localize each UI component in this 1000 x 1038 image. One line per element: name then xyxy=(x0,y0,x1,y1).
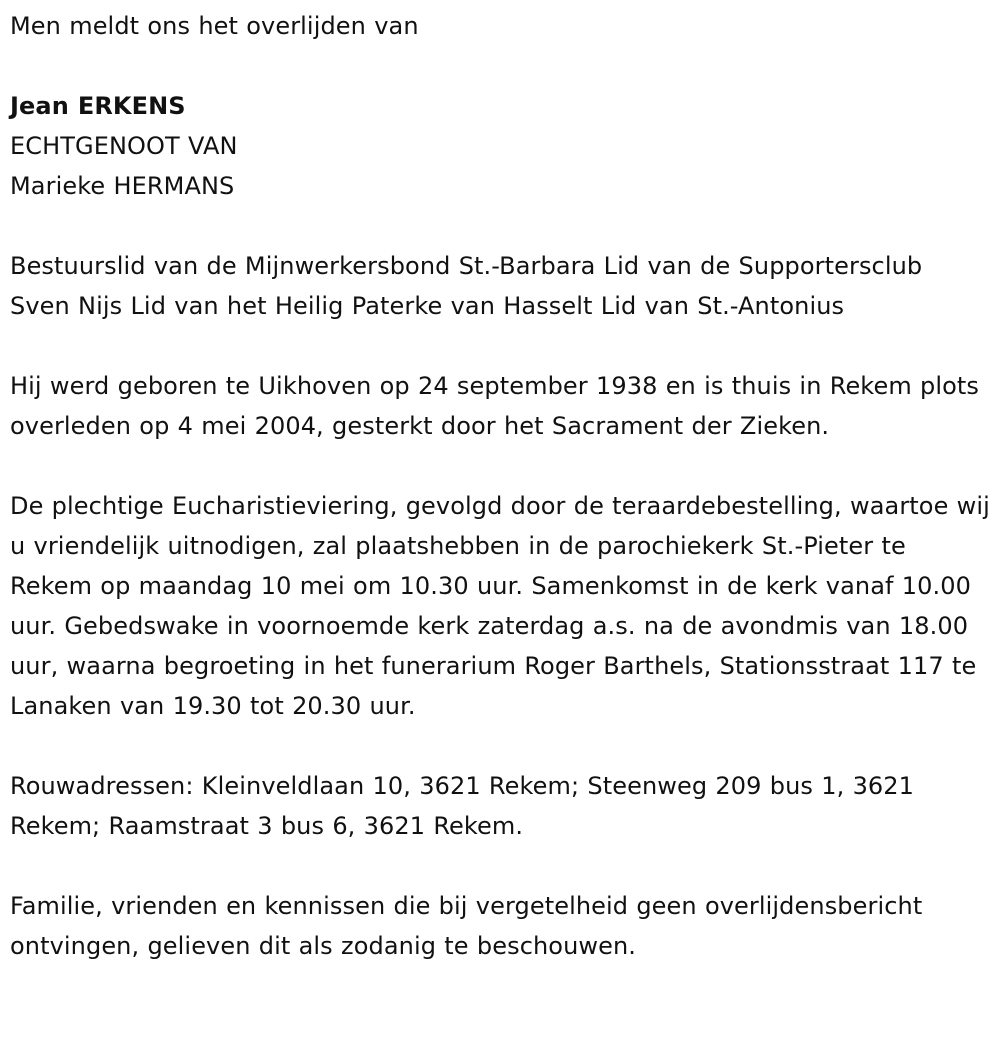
deceased-name: Jean ERKENS xyxy=(10,92,186,120)
birth-death-paragraph: Hij werd geboren te Uikhoven op 24 september 1938 en is thuis in Rekem plots overleden op 4 mei 2004, gesterkt door het Sacrament der Zieken. xyxy=(10,372,980,440)
closing-paragraph: Familie, vrienden en kennissen die bij vergetelheid geen overlijdensbericht ontvingen, gelieven dit als zodanig te beschouwen. xyxy=(10,892,923,960)
memberships-paragraph: Bestuurslid van de Mijnwerkersbond St.-Barbara Lid van de Supportersclub Sven Nijs Lid van het Heilig Paterke van Hasselt Lid van St.-Antonius xyxy=(10,252,923,320)
funeral-paragraph: De plechtige Eucharistieviering, gevolgd door de teraardebestelling, waartoe wij u vriendelijk uitnodigen, zal plaatshebben in de parochiekerk St.-Pieter te Rekem op maandag 10 mei om 10.30 uur. Samenkomst in de kerk vanaf 10.00 uur. Gebedswake in voornoemde kerk zaterdag a.s. na de avondmis van 18.00 uur, waarna begroeting in het funerarium Roger Barthels, Stationsstraat 117 te Lanaken van 19.30 tot 20.30 uur. xyxy=(10,492,990,720)
spacer xyxy=(10,46,990,86)
addresses-paragraph: Rouwadressen: Kleinveldlaan 10, 3621 Rekem; Steenweg 209 bus 1, 3621 Rekem; Raamstraat 3 bus 6, 3621 Rekem. xyxy=(10,772,915,840)
relation-text: ECHTGENOOT VAN xyxy=(10,132,238,160)
intro-text: Men meldt ons het overlijden van xyxy=(10,12,419,40)
spacer xyxy=(10,206,990,246)
spouse-name: Marieke HERMANS xyxy=(10,172,235,200)
